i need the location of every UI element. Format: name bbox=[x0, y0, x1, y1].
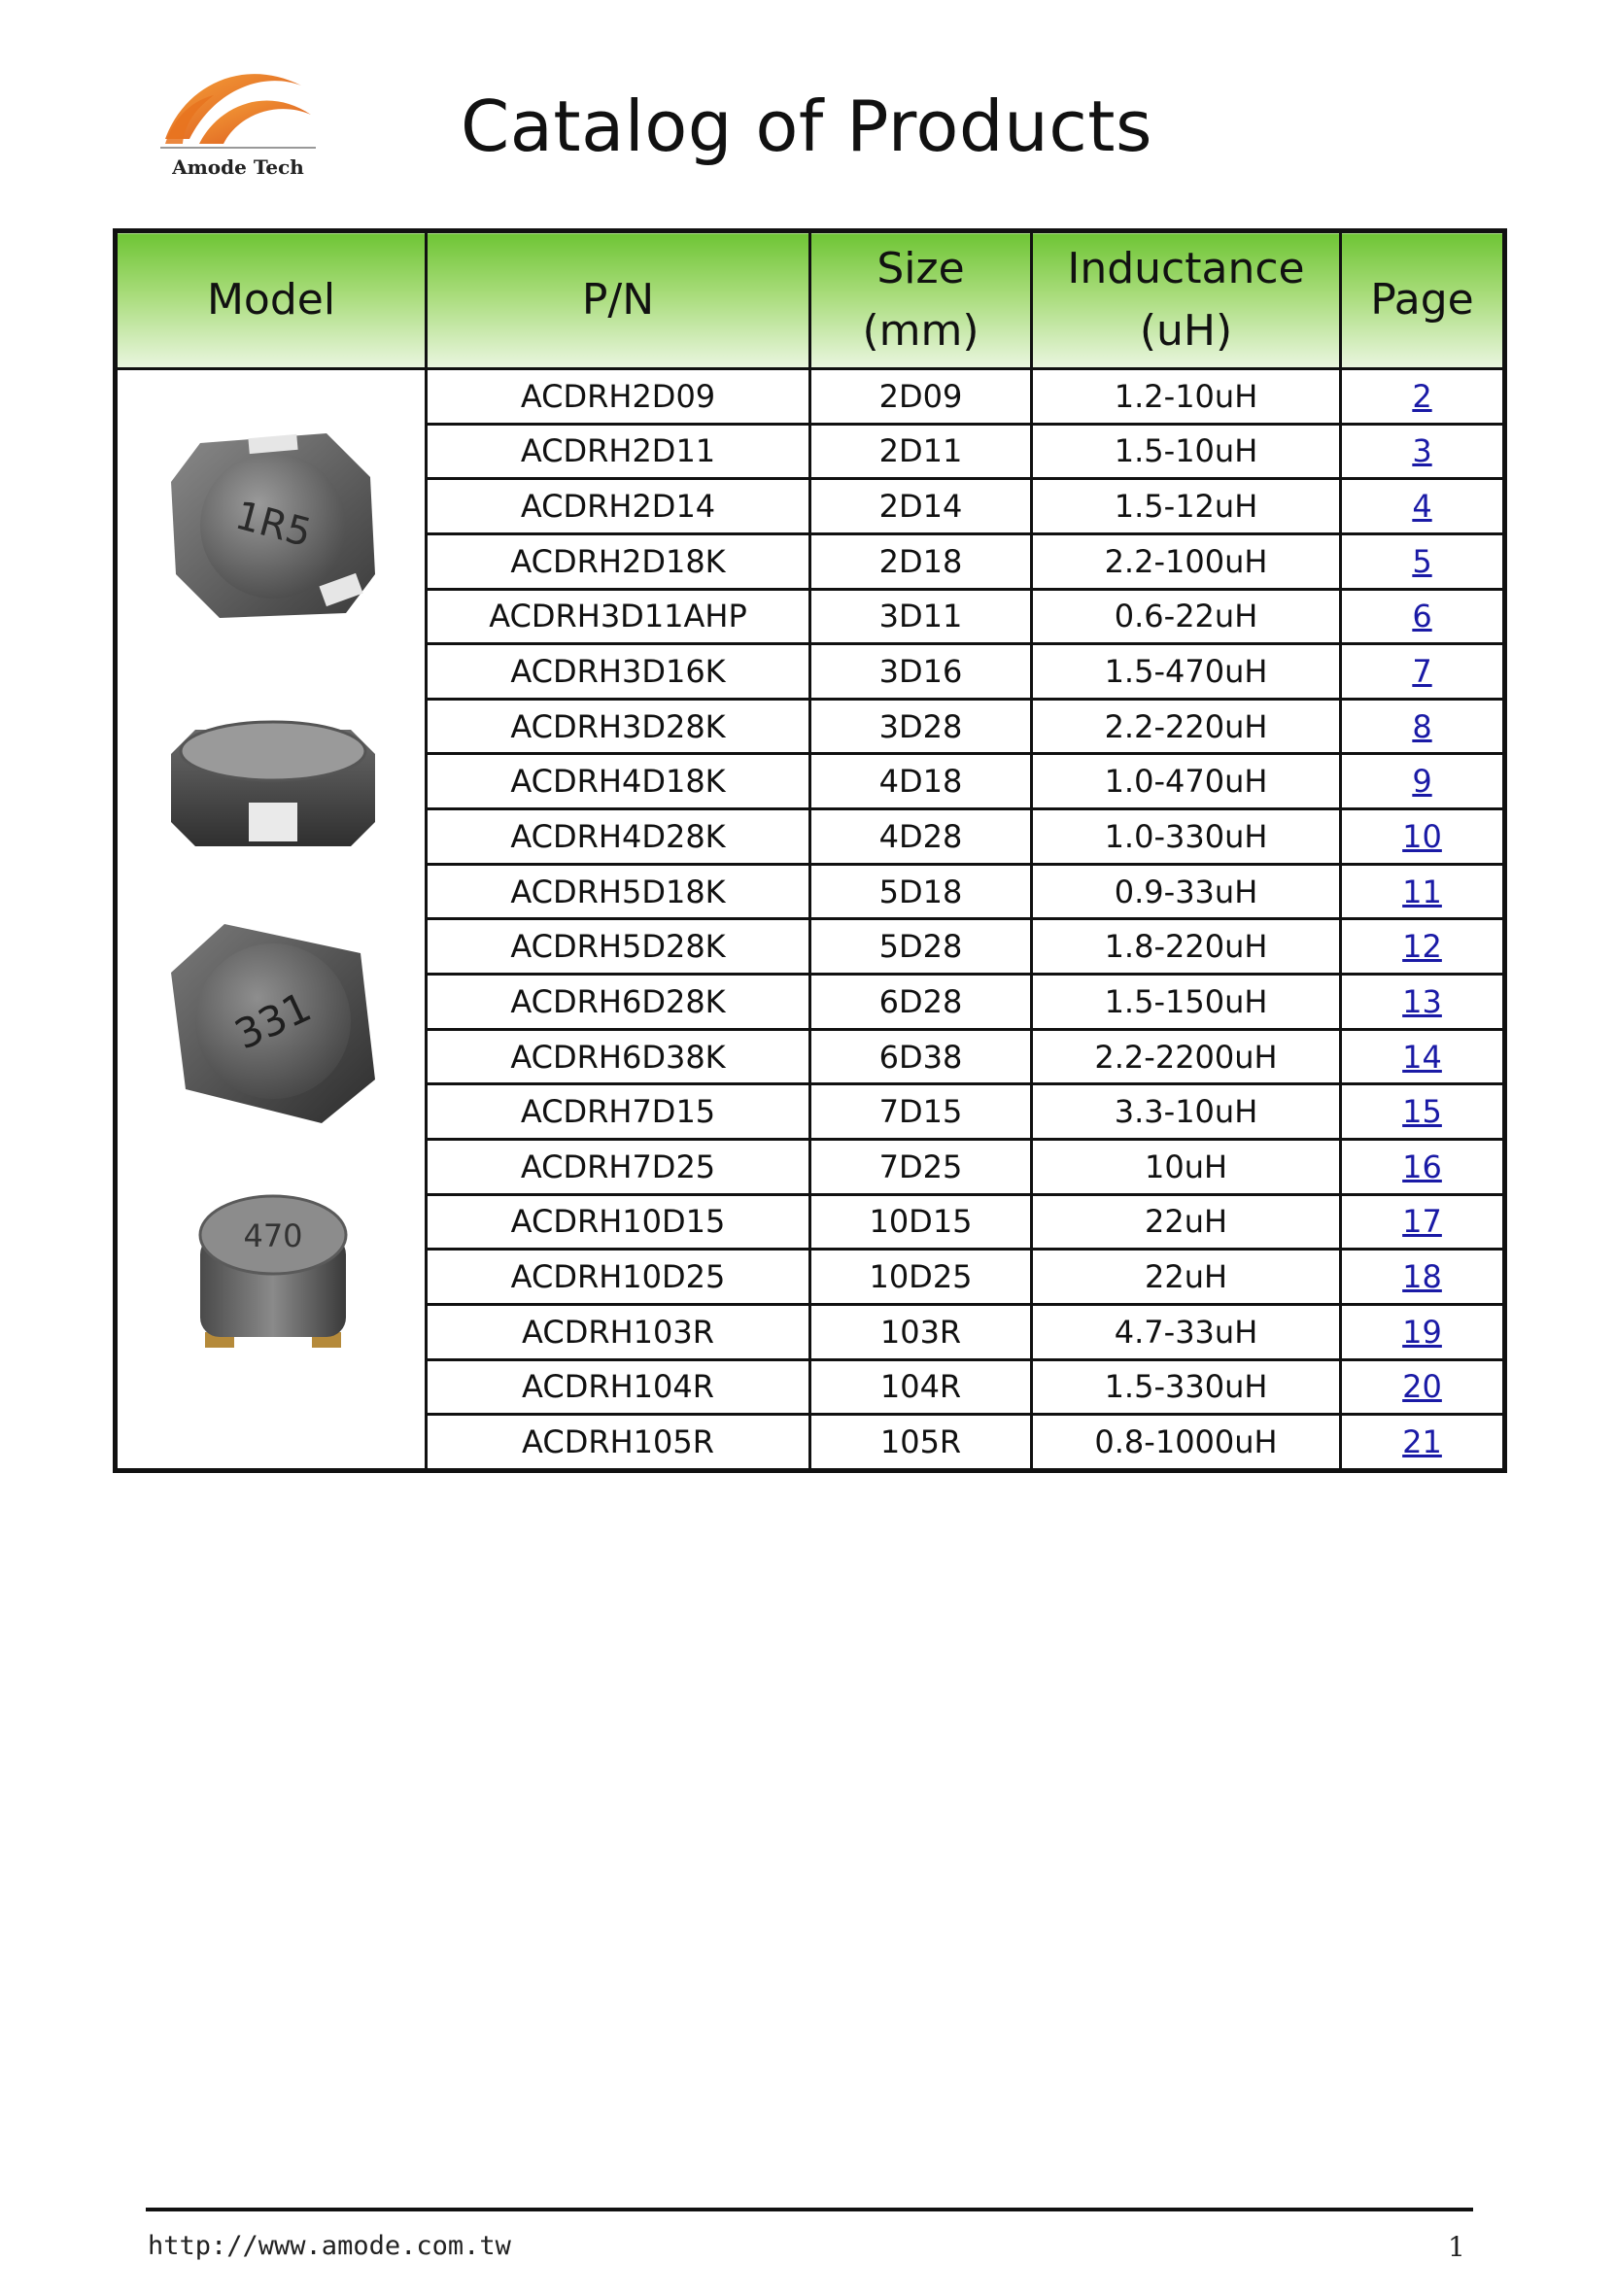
row-inductance: 1.2-10uH bbox=[1032, 369, 1341, 425]
row-inductance: 4.7-33uH bbox=[1032, 1304, 1341, 1359]
row-pn: ACDRH2D14 bbox=[427, 479, 810, 534]
row-size: 10D25 bbox=[810, 1250, 1032, 1305]
row-page bbox=[1341, 1139, 1505, 1194]
page-link[interactable]: 12 bbox=[1402, 928, 1442, 966]
row-page bbox=[1341, 1415, 1505, 1471]
row-inductance: 1.8-220uH bbox=[1032, 919, 1341, 975]
logo-company-name: Amode Tech bbox=[172, 155, 304, 179]
row-inductance: 3.3-10uH bbox=[1032, 1084, 1341, 1140]
row-size: 2D09 bbox=[810, 369, 1032, 425]
page-link[interactable]: 9 bbox=[1412, 763, 1432, 801]
row-size: 3D11 bbox=[810, 589, 1032, 644]
page-link[interactable]: 14 bbox=[1402, 1038, 1442, 1076]
page-link[interactable]: 17 bbox=[1402, 1203, 1442, 1241]
row-inductance: 1.0-470uH bbox=[1032, 754, 1341, 809]
page-link[interactable]: 2 bbox=[1412, 377, 1432, 415]
row-inductance: 0.6-22uH bbox=[1032, 589, 1341, 644]
row-size: 5D28 bbox=[810, 919, 1032, 975]
page-link[interactable]: 7 bbox=[1412, 653, 1432, 691]
row-inductance: 2.2-2200uH bbox=[1032, 1029, 1341, 1084]
row-inductance: 1.5-470uH bbox=[1032, 644, 1341, 700]
row-page bbox=[1341, 1304, 1505, 1359]
row-page bbox=[1341, 864, 1505, 919]
page-link[interactable]: 16 bbox=[1402, 1148, 1442, 1185]
row-pn: ACDRH10D25 bbox=[427, 1250, 810, 1305]
row-page bbox=[1341, 699, 1505, 754]
footer-page-number: 1 bbox=[1448, 2231, 1465, 2263]
row-page bbox=[1341, 809, 1505, 865]
row-pn: ACDRH4D18K bbox=[427, 754, 810, 809]
row-pn: ACDRH3D11AHP bbox=[427, 589, 810, 644]
header-model-label: Model bbox=[206, 275, 336, 325]
row-size: 6D28 bbox=[810, 975, 1032, 1030]
row-page bbox=[1341, 479, 1505, 534]
row-inductance: 2.2-100uH bbox=[1032, 533, 1341, 589]
row-inductance: 1.5-12uH bbox=[1032, 479, 1341, 534]
row-pn: ACDRH5D18K bbox=[427, 864, 810, 919]
row-inductance: 22uH bbox=[1032, 1250, 1341, 1305]
row-pn: ACDRH3D28K bbox=[427, 699, 810, 754]
inductor-331-image bbox=[166, 914, 380, 1128]
row-page bbox=[1341, 1359, 1505, 1415]
row-pn: ACDRH2D18K bbox=[427, 533, 810, 589]
row-pn: ACDRH6D28K bbox=[427, 975, 810, 1030]
page-link[interactable]: 13 bbox=[1402, 982, 1442, 1020]
inductor-470-image bbox=[186, 1186, 361, 1361]
page-link[interactable]: 10 bbox=[1402, 817, 1442, 855]
row-size: 2D11 bbox=[810, 424, 1032, 479]
row-pn: ACDRH2D09 bbox=[427, 369, 810, 425]
model-images-cell bbox=[116, 369, 427, 1471]
row-pn: ACDRH6D38K bbox=[427, 1029, 810, 1084]
footer-divider bbox=[146, 2208, 1473, 2211]
row-inductance: 1.0-330uH bbox=[1032, 809, 1341, 865]
inductor-low-profile-image bbox=[166, 701, 380, 856]
page-link[interactable]: 4 bbox=[1412, 488, 1432, 526]
row-size: 104R bbox=[810, 1359, 1032, 1415]
row-inductance: 22uH bbox=[1032, 1194, 1341, 1250]
header-pn bbox=[427, 231, 810, 369]
row-pn: ACDRH103R bbox=[427, 1304, 810, 1359]
row-inductance: 0.9-33uH bbox=[1032, 864, 1341, 919]
page-link[interactable]: 11 bbox=[1402, 873, 1442, 910]
row-inductance: 2.2-220uH bbox=[1032, 699, 1341, 754]
row-page bbox=[1341, 533, 1505, 589]
header-inductance-label: Inductance bbox=[1067, 244, 1305, 293]
row-page bbox=[1341, 919, 1505, 975]
row-page bbox=[1341, 754, 1505, 809]
row-size: 103R bbox=[810, 1304, 1032, 1359]
row-size: 105R bbox=[810, 1415, 1032, 1471]
row-page bbox=[1341, 1029, 1505, 1084]
row-size: 2D18 bbox=[810, 533, 1032, 589]
row-pn: ACDRH7D25 bbox=[427, 1139, 810, 1194]
header-inductance-unit: (uH) bbox=[1139, 306, 1233, 356]
header-size bbox=[810, 231, 1032, 369]
page-link[interactable]: 15 bbox=[1402, 1093, 1442, 1131]
row-size: 3D28 bbox=[810, 699, 1032, 754]
row-inductance: 10uH bbox=[1032, 1139, 1341, 1194]
row-pn: ACDRH10D15 bbox=[427, 1194, 810, 1250]
row-page bbox=[1341, 975, 1505, 1030]
row-size: 5D18 bbox=[810, 864, 1032, 919]
row-pn: ACDRH3D16K bbox=[427, 644, 810, 700]
header-pn-label: P/N bbox=[581, 275, 655, 325]
row-page bbox=[1341, 644, 1505, 700]
page-link[interactable]: 5 bbox=[1412, 542, 1432, 580]
inductor-marking-1r5: 1R5 bbox=[230, 493, 317, 557]
table-row bbox=[116, 369, 1505, 425]
row-page bbox=[1341, 1194, 1505, 1250]
row-size: 7D25 bbox=[810, 1139, 1032, 1194]
row-pn: ACDRH104R bbox=[427, 1359, 810, 1415]
footer-url[interactable]: http://www.amode.com.tw bbox=[148, 2231, 511, 2261]
row-pn: ACDRH5D28K bbox=[427, 919, 810, 975]
inductor-marking-470: 470 bbox=[243, 1217, 303, 1254]
logo-swoosh-icon bbox=[155, 47, 321, 154]
page-link[interactable]: 3 bbox=[1412, 432, 1432, 470]
row-page bbox=[1341, 589, 1505, 644]
row-pn: ACDRH7D15 bbox=[427, 1084, 810, 1140]
row-page bbox=[1341, 1250, 1505, 1305]
row-page bbox=[1341, 369, 1505, 425]
row-pn: ACDRH4D28K bbox=[427, 809, 810, 865]
product-catalog-table bbox=[113, 228, 1507, 1473]
header-inductance bbox=[1032, 231, 1341, 369]
inductor-1r5-image bbox=[161, 428, 385, 623]
company-logo bbox=[155, 47, 321, 192]
page-link[interactable]: 19 bbox=[1402, 1313, 1442, 1351]
page-link[interactable]: 8 bbox=[1412, 707, 1432, 745]
page-link[interactable]: 21 bbox=[1402, 1423, 1442, 1461]
page-link[interactable]: 6 bbox=[1412, 598, 1432, 635]
row-size: 6D38 bbox=[810, 1029, 1032, 1084]
row-size: 4D18 bbox=[810, 754, 1032, 809]
header-page-label: Page bbox=[1370, 275, 1474, 325]
row-page bbox=[1341, 1084, 1505, 1140]
page-link[interactable]: 20 bbox=[1402, 1368, 1442, 1406]
row-inductance: 1.5-10uH bbox=[1032, 424, 1341, 479]
table-header-row bbox=[116, 231, 1505, 369]
row-inductance: 1.5-330uH bbox=[1032, 1359, 1341, 1415]
row-size: 10D15 bbox=[810, 1194, 1032, 1250]
row-pn: ACDRH2D11 bbox=[427, 424, 810, 479]
page-title: Catalog of Products bbox=[460, 86, 1153, 167]
header-size-unit: (mm) bbox=[862, 306, 979, 356]
row-size: 3D16 bbox=[810, 644, 1032, 700]
inductor-marking-331: 331 bbox=[227, 982, 319, 1059]
header-model bbox=[116, 231, 427, 369]
row-inductance: 0.8-1000uH bbox=[1032, 1415, 1341, 1471]
row-size: 2D14 bbox=[810, 479, 1032, 534]
row-page bbox=[1341, 424, 1505, 479]
row-size: 7D15 bbox=[810, 1084, 1032, 1140]
header-page bbox=[1341, 231, 1505, 369]
row-pn: ACDRH105R bbox=[427, 1415, 810, 1471]
row-inductance: 1.5-150uH bbox=[1032, 975, 1341, 1030]
header-size-label: Size bbox=[876, 244, 965, 293]
page-link[interactable]: 18 bbox=[1402, 1258, 1442, 1296]
row-size: 4D28 bbox=[810, 809, 1032, 865]
